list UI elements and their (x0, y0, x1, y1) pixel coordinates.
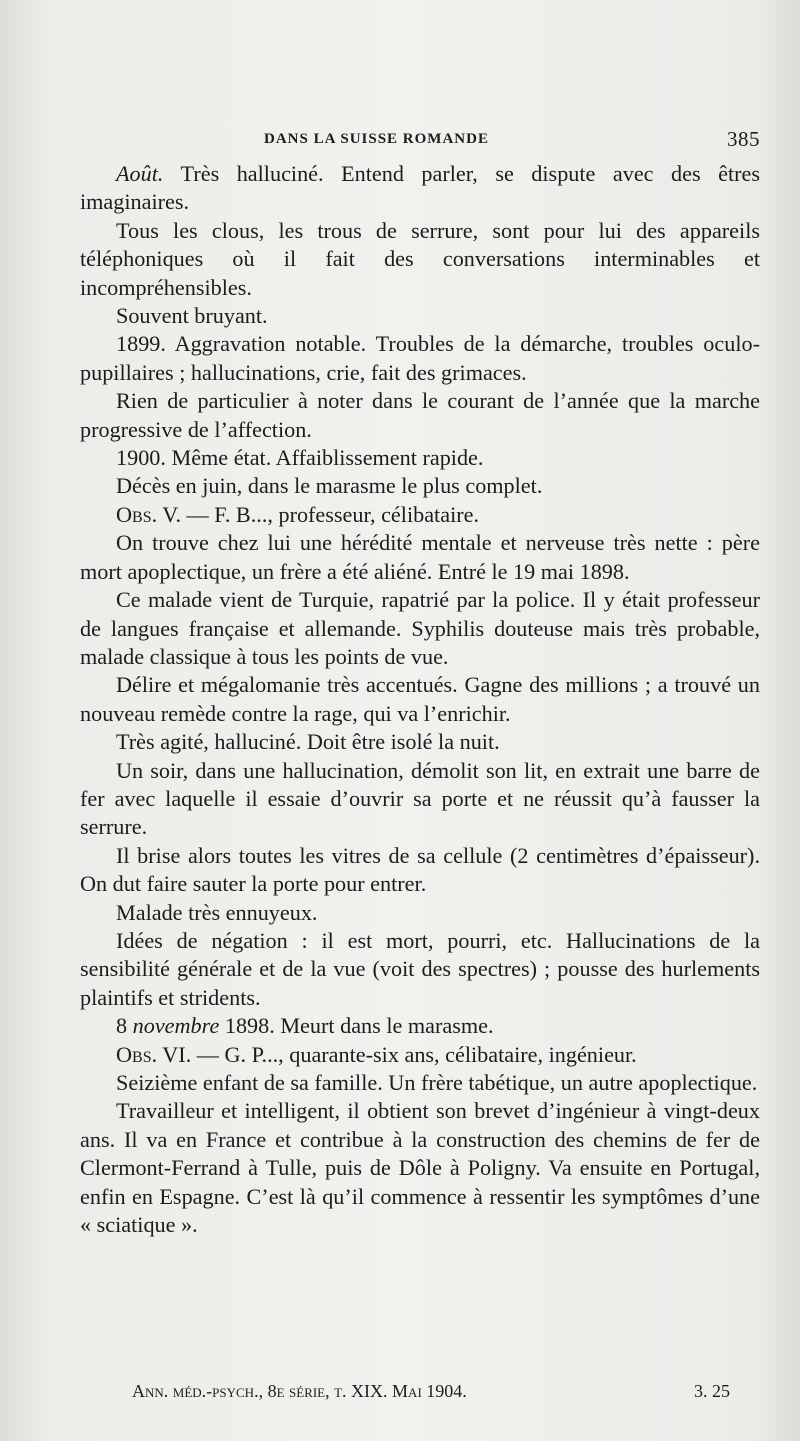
paragraph: Tous les clous, les trous de serrure, sont pour lui des appareils téléphoniques où il fait des conversations interminables et incompréhensibles. (80, 217, 760, 300)
paragraph: Idées de négation : il est mort, pourri, etc. Hallucinations de la sensibilité générale et de la vue (voit des spectres) ; pousse des hurlements plaintifs et stridents. (80, 927, 760, 1010)
paragraph: Malade très ennuyeux. (116, 899, 318, 925)
paragraph: Décès en juin, dans le marasme le plus complet. (116, 473, 543, 499)
paragraph: 1900. Même état. Affaiblissement rapide. (116, 445, 484, 471)
observation-heading (80, 1041, 760, 1069)
paragraph: Seizième enfant de sa famille. Un frère tabétique, un autre apoplectique. (116, 1070, 758, 1095)
page-header (96, 127, 760, 153)
paragraph: 1899. Aggravation notable. Troubles de la démarche, troubles oculo-pupillaires ; hallucinations, crie, fait des grimaces. (80, 331, 760, 385)
observation-heading (80, 501, 760, 529)
body-text (80, 160, 760, 1239)
page-number: 385 (727, 127, 760, 151)
signature-mark: 3. 25 (694, 1381, 730, 1401)
journal-reference: Ann. méd.-psych., 8e série, t. XIX. Mai 1904. (132, 1381, 467, 1401)
observation-label: Obs. VI. (116, 1041, 192, 1067)
paragraph: Travailleur et intelligent, il obtient son brevet d’ingénieur à vingt-deux ans. Il va en France et contribue à la construction des chemins de fer de Clermont-Ferrand à Tulle, puis de Dôle à Poligny. Va ensuite en Portugal, enfin en Espagne. C’est là qu’il commence à ressentir les symptômes d’une « sciatique ». (80, 1098, 760, 1238)
date-italic: Août. (116, 161, 164, 186)
paragraph-text: 1898. Meurt dans le marasme. (219, 1013, 494, 1039)
paragraph (80, 160, 760, 217)
paragraph: Ce malade vient de Turquie, rapatrié par la police. Il y était professeur de langues française et allemande. Syphilis douteuse mais très probable, malade classique à tous les points de vue. (80, 587, 760, 669)
paragraph: Un soir, dans une hallucination, démolit son lit, en extrait une barre de fer avec laquelle il essaie d’ouvrir sa porte et ne réussit qu’à fausser la serrure. (80, 757, 760, 840)
page-footer (96, 1381, 760, 1407)
paragraph (80, 1012, 760, 1040)
observation-label: Obs. V. (116, 501, 181, 527)
month-italic: novembre (132, 1013, 220, 1039)
paragraph-text: 8 (116, 1013, 133, 1039)
paragraph: Très agité, halluciné. Doit être isolé la nuit. (116, 729, 500, 755)
paragraph: On trouve chez lui une hérédité mentale et nerveuse très nette : père mort apoplectique, un frère a été aliéné. Entré le 19 mai 1898. (80, 530, 760, 584)
paragraph: Souvent bruyant. (116, 303, 268, 329)
paragraph-text: Très halluciné. Entend parler, se dispute avec des êtres imaginaires. (80, 161, 760, 215)
paragraph: Il brise alors toutes les vitres de sa cellule (2 centimètres d’épaisseur). On dut faire sauter la porte pour entrer. (80, 842, 760, 897)
paragraph: Délire et mégalomanie très accentués. Gagne des millions ; a trouvé un nouveau remède contre la rage, qui va l’enrichir. (80, 672, 760, 726)
paragraph-text: — G. P..., quarante-six ans, célibataire, ingénieur. (191, 1041, 637, 1067)
paragraph: Rien de particulier à noter dans le courant de l’année que la marche progressive de l’affection. (80, 388, 760, 442)
paragraph-text: — F. B..., professeur, célibataire. (181, 501, 480, 527)
running-title: DANS LA SUISSE ROMANDE (264, 131, 489, 147)
